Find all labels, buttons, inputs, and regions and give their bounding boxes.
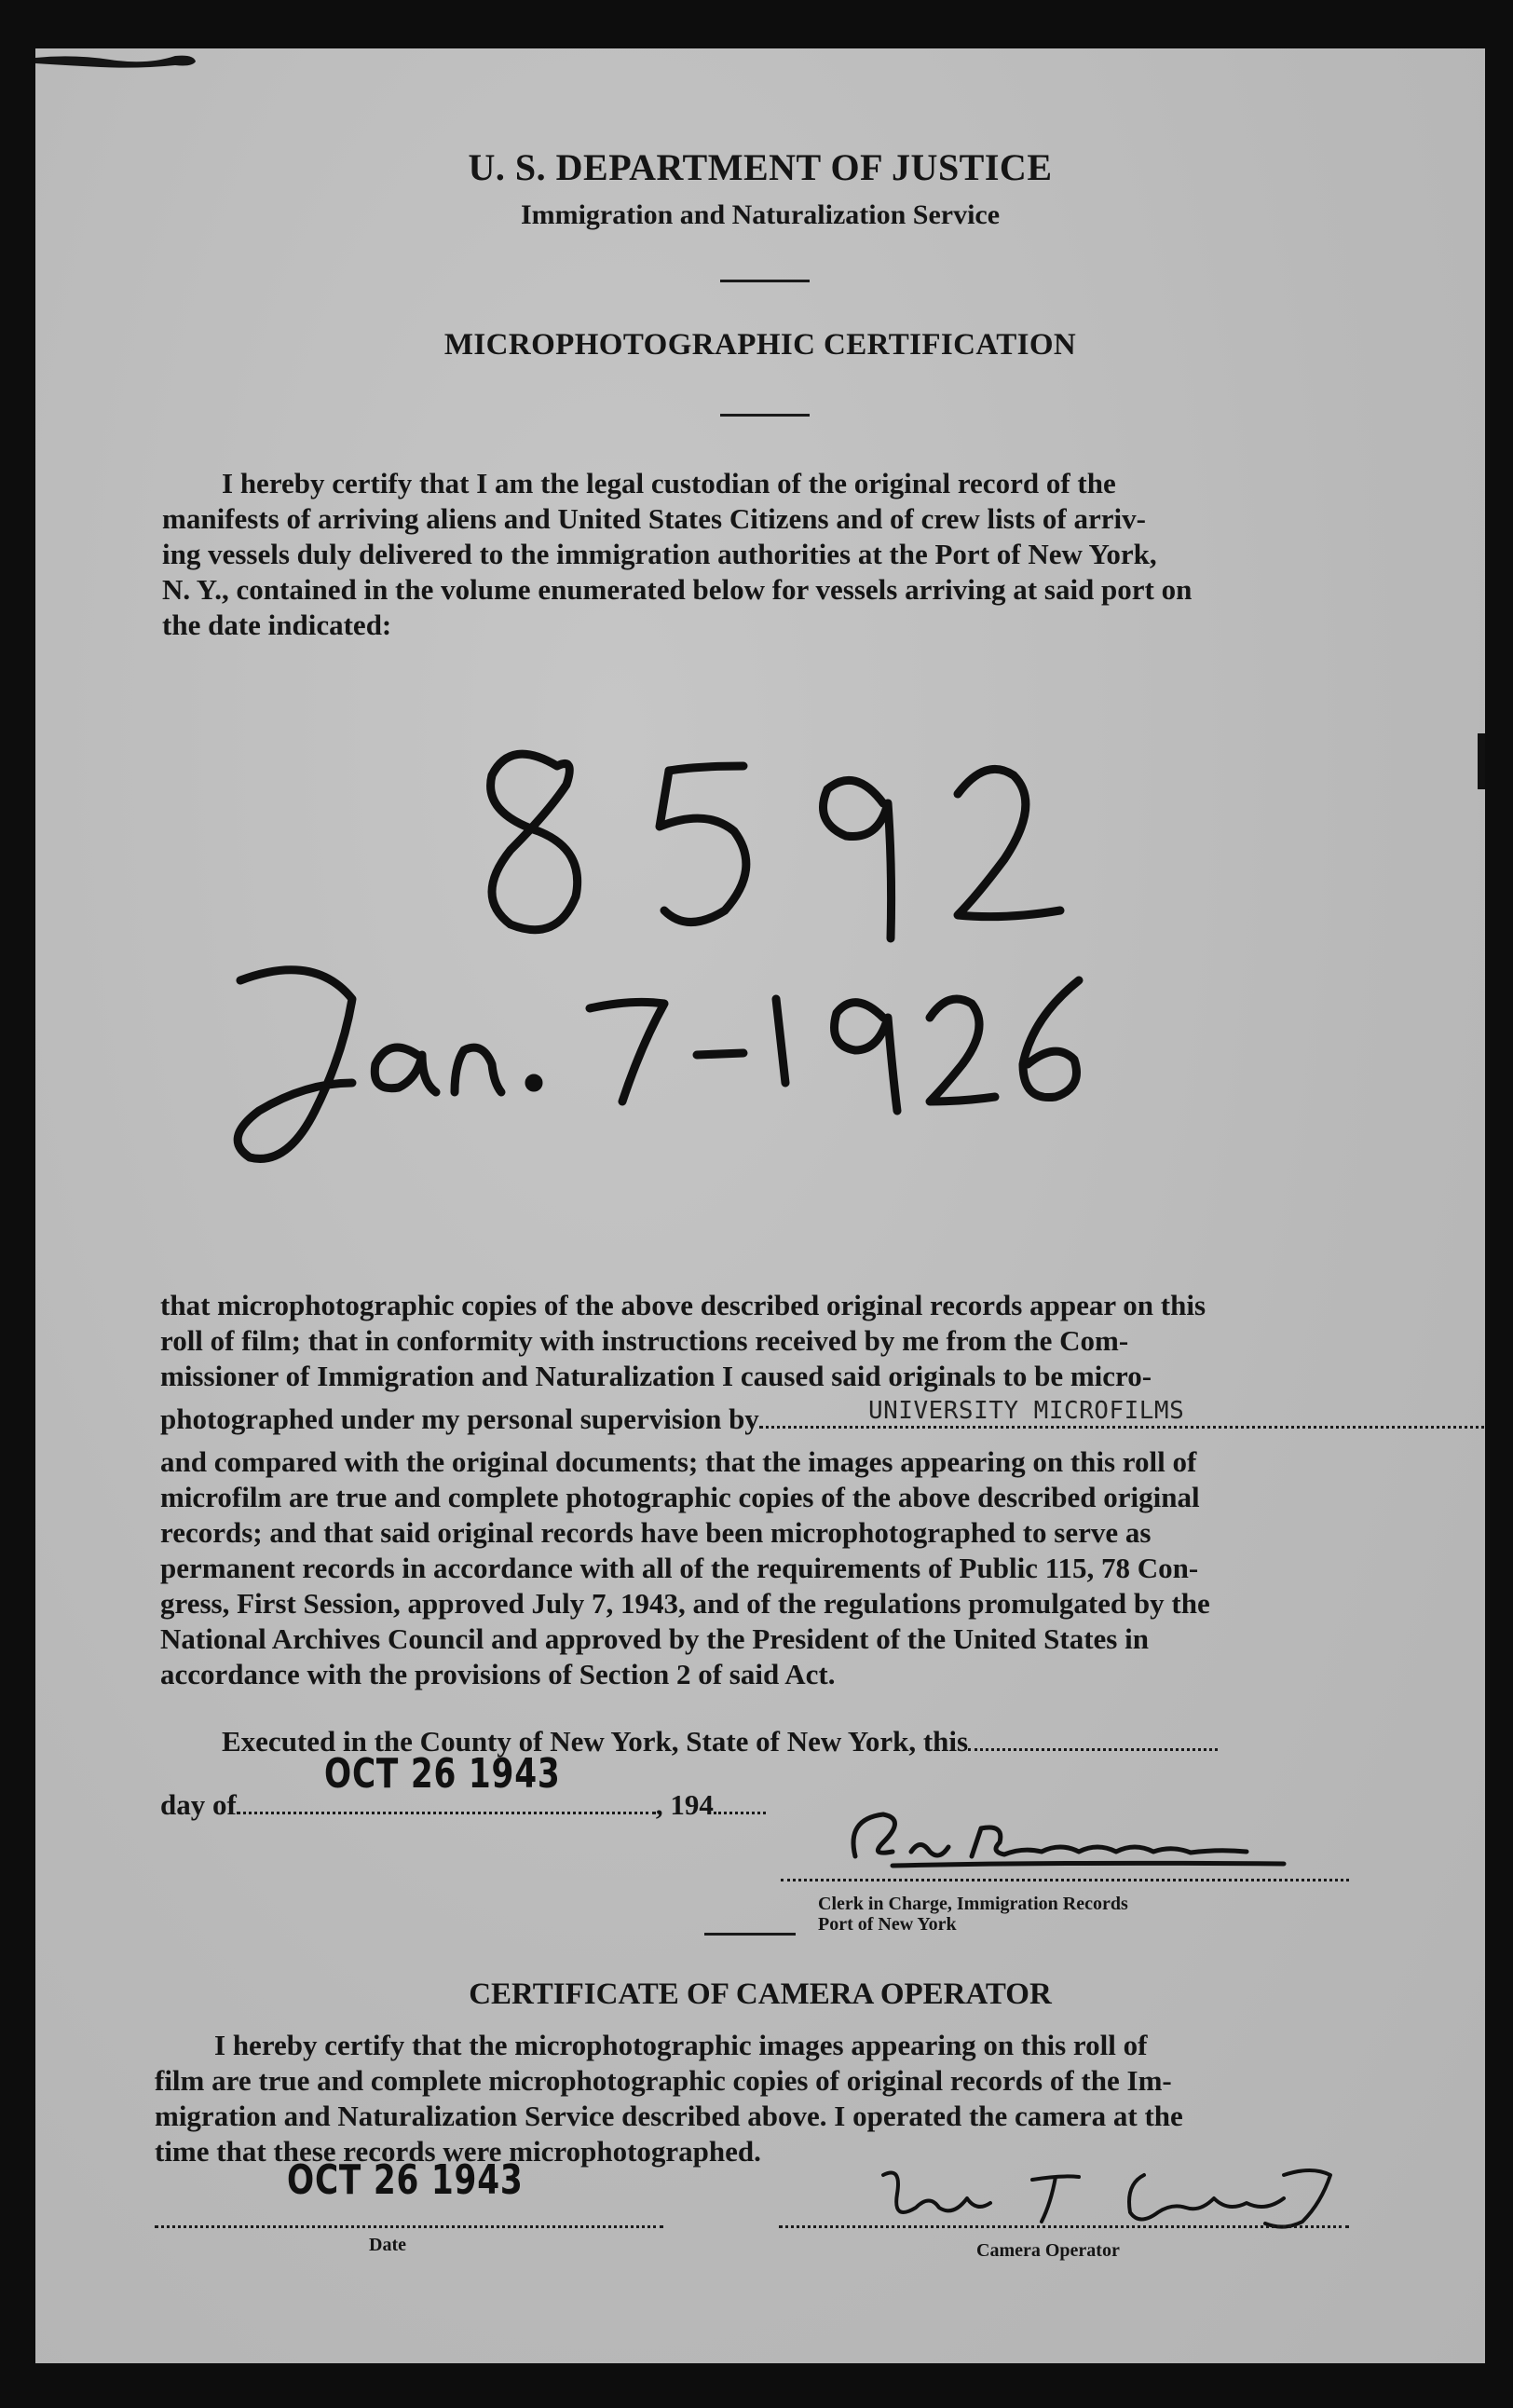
operator-line: migration and Naturalization Service described above. I operated the camera at the [155,2100,1183,2132]
handwritten-volume-number [445,701,1116,962]
body-line: and compared with the original documents; that the images appearing on this roll of [160,1445,1197,1478]
executed-text: Executed in the County of New York, State of New York, this [222,1725,969,1758]
operator-line: time that these records were microphotographed. [155,2135,761,2168]
clerk-title-line-1: Clerk in Charge, Immigration Records [818,1894,1128,1914]
year-prefix: , 194 [655,1788,714,1821]
body-line: accordance with the provisions of Section 2 of said Act. [160,1658,836,1690]
executed-date-stamp: OCT 26 1943 [324,1750,561,1798]
camera-operator-paragraph [155,2028,1403,2169]
department-heading: U. S. DEPARTMENT OF JUSTICE [468,146,1053,188]
photographed-by-line [160,1402,1485,1437]
clerk-title-line-2: Port of New York [818,1914,957,1935]
operator-signature-line [779,2203,1349,2228]
intro-line: the date indicated: [162,609,392,641]
service-heading: Immigration and Naturalization Service [520,199,1001,230]
camera-operator-heading: CERTIFICATE OF CAMERA OPERATOR [469,1977,1052,2011]
executed-day-blank [968,1726,1218,1751]
body-line: gress, First Session, approved July 7, 1943, and of the regulations promulgated by the [160,1587,1210,1620]
body-line: microfilm are true and complete photographic copies of the above described original [160,1481,1200,1513]
intro-line: I hereby certify that I am the legal custodian of the original record of the [222,467,1116,499]
operator-date-stamp: OCT 26 1943 [287,2156,524,2204]
date-label: Date [369,2235,406,2255]
body-paragraph-a [160,1288,1403,1394]
photographed-by-value: UNIVERSITY MICROFILMS [868,1397,1185,1425]
photographed-by-label: photographed under my personal supervision by [160,1402,759,1435]
operator-label: Camera Operator [976,2240,1120,2261]
intro-line: N. Y., contained in the volume enumerated below for vessels arriving at said port on [162,573,1193,606]
body-line: permanent records in accordance with all of the requirements of Public 115, 78 Con- [160,1552,1199,1584]
operator-line: I hereby certify that the microphotographic images appearing on this roll of [214,2029,1148,2061]
certificate-page [35,48,1485,2363]
body-line: National Archives Council and approved by the President of the United States in [160,1622,1149,1655]
body-line: records; and that said original records have been microphotographed to serve as [160,1516,1152,1549]
corner-ink-mark [35,48,212,76]
intro-line: manifests of arriving aliens and United States Citizens and of crew lists of arriv- [162,502,1146,535]
clerk-title [818,1894,1128,1935]
clerk-signature-line [781,1856,1349,1881]
date-line [155,2203,663,2228]
body-line: roll of film; that in conformity with instructions received by me from the Com- [160,1324,1129,1357]
page-title: MICROPHOTOGRAPHIC CERTIFICATION [443,328,1077,362]
year-blank [714,1789,766,1814]
heading-rule [720,280,810,282]
body-line: missioner of Immigration and Naturalization I caused said originals to be micro- [160,1360,1152,1392]
handwritten-volume-date [203,943,1191,1185]
day-of-label: day of [160,1788,237,1821]
operator-line: film are true and complete microphotographic copies of original records of the Im- [155,2064,1172,2097]
section-rule [704,1933,796,1936]
body-paragraph-b [160,1444,1403,1692]
edge-mark [1478,733,1485,789]
body-line: that microphotographic copies of the above described original records appear on this [160,1289,1206,1321]
title-rule [720,414,810,417]
intro-line: ing vessels duly delivered to the immigration authorities at the Port of New York, [162,538,1157,570]
intro-paragraph [162,466,1403,643]
